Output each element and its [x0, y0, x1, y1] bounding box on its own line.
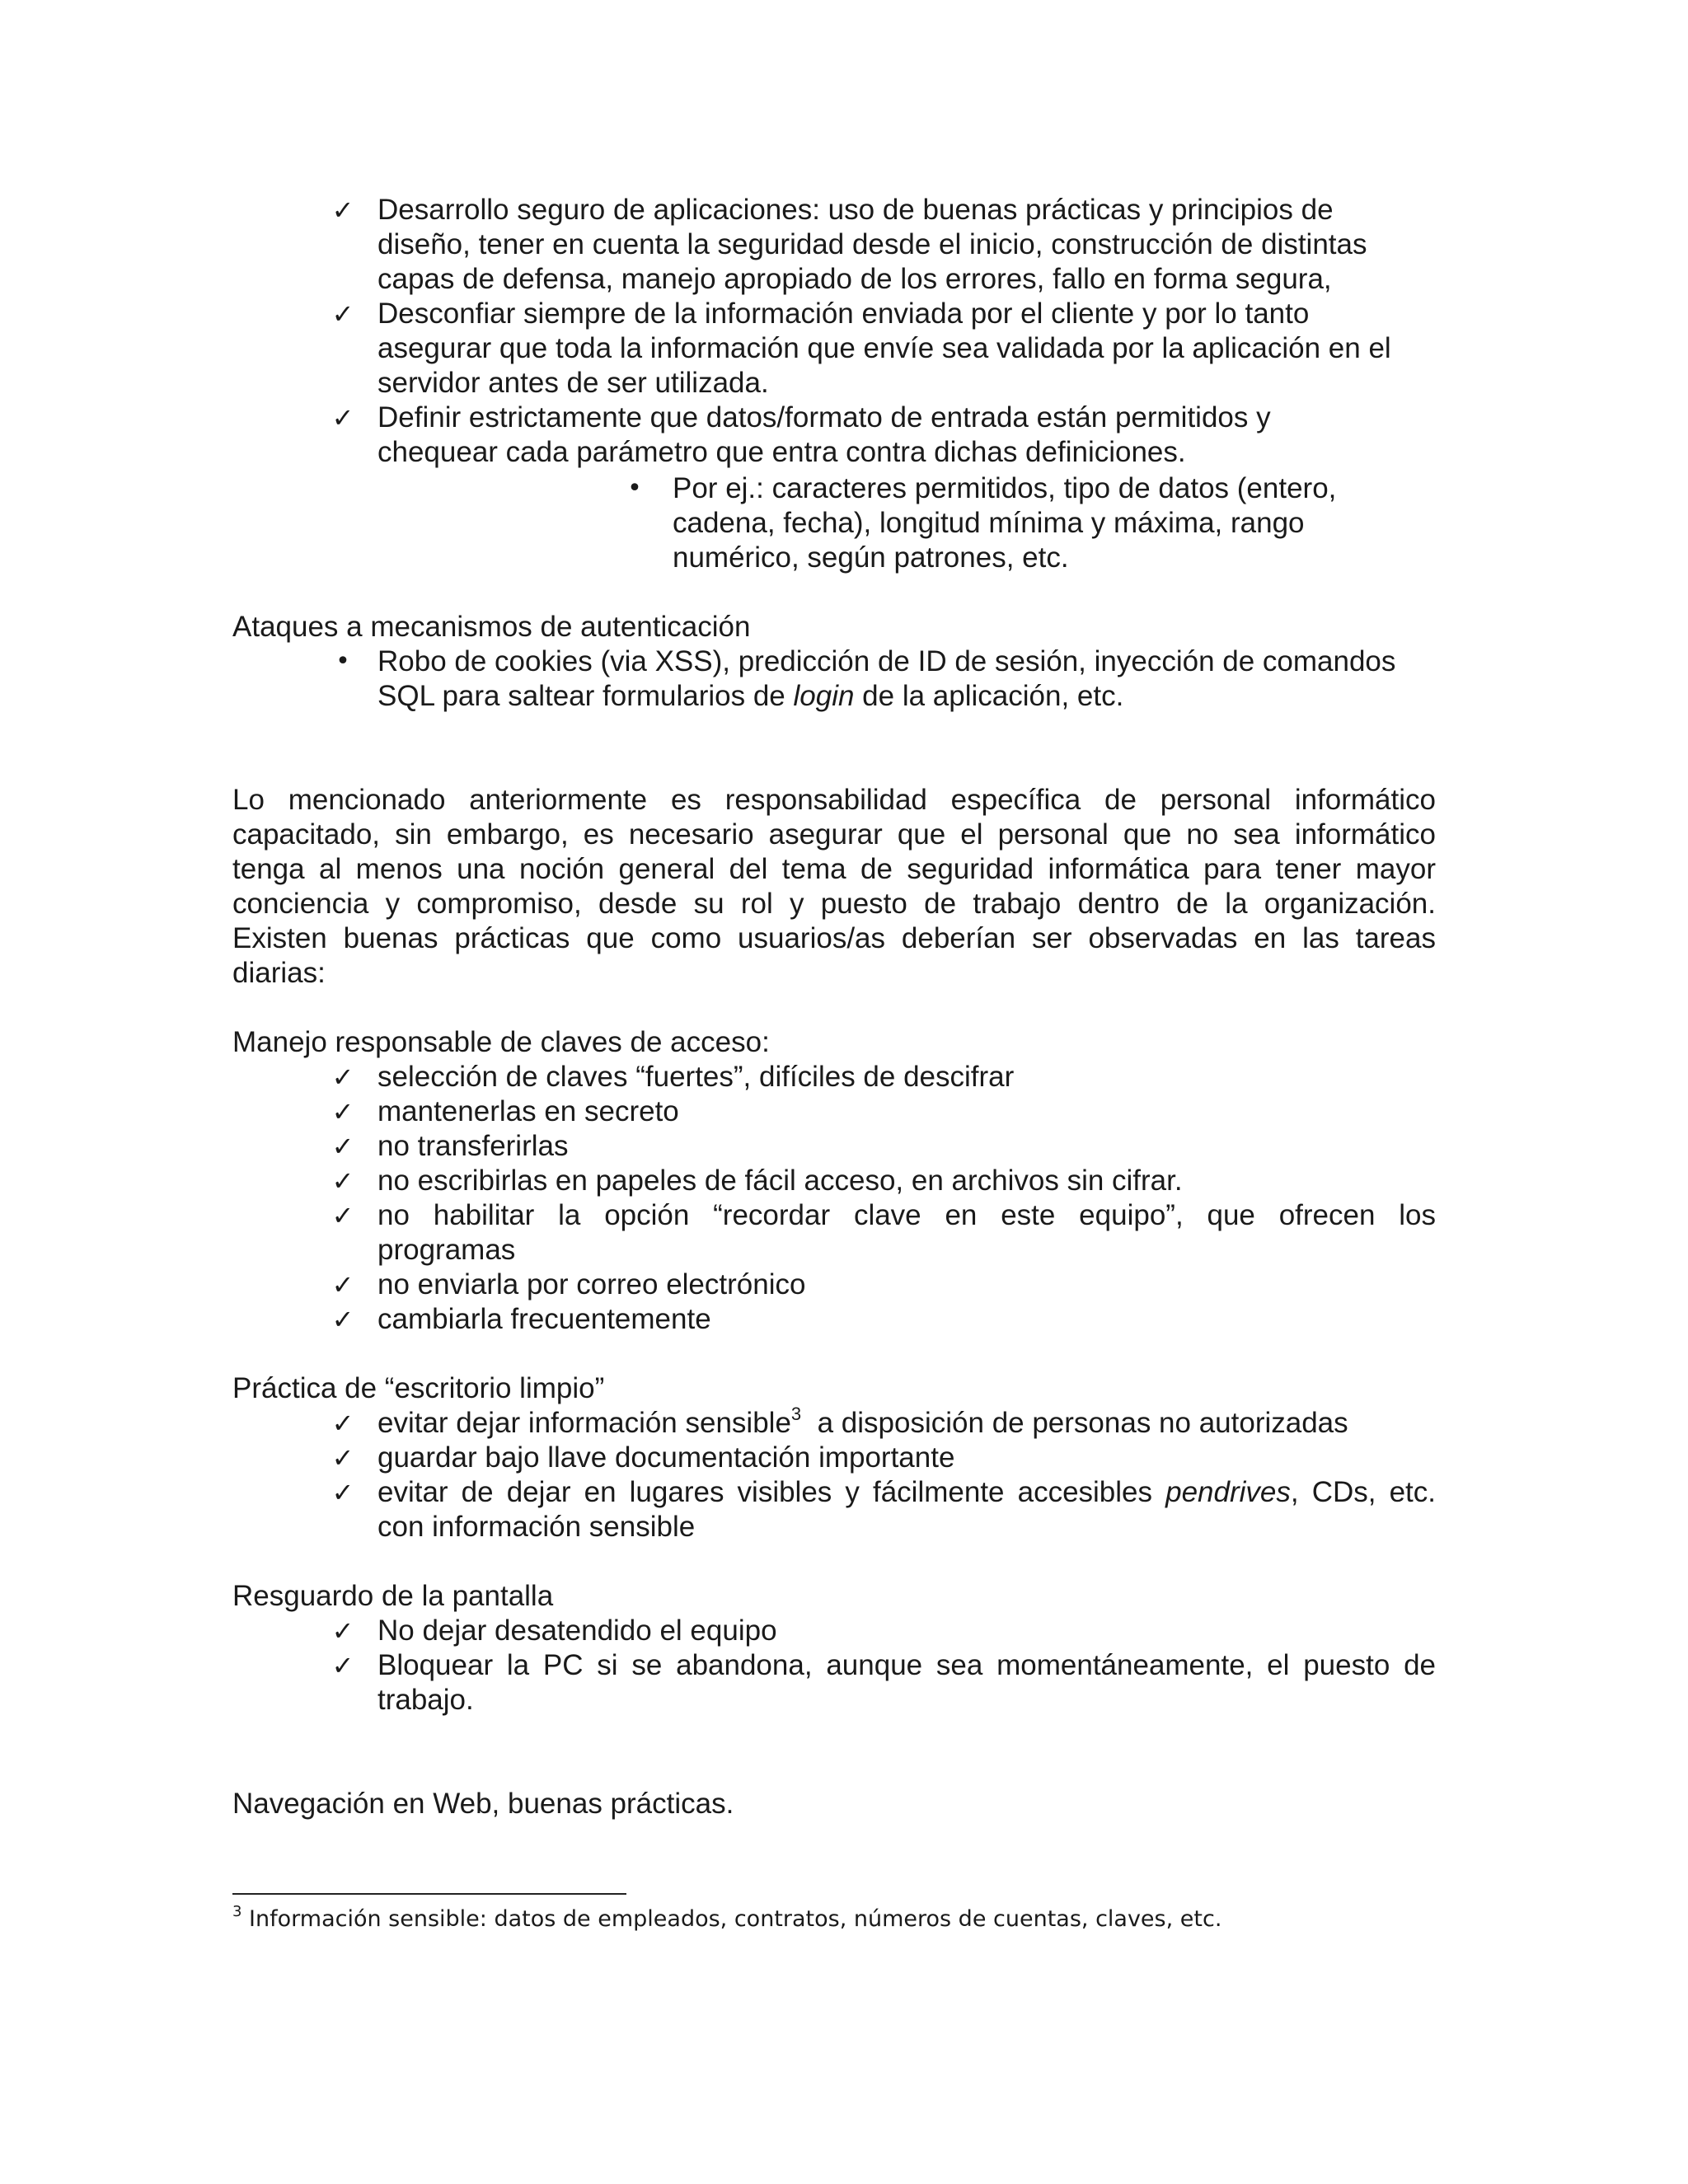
footnote-text: Información sensible: datos de empleados, contratos, números de cuentas, claves, etc.	[241, 1906, 1222, 1932]
check-icon: ✓	[331, 1165, 354, 1197]
clean-desk-item-2: guardar bajo llave documentación importante	[377, 1441, 955, 1474]
auth-item-line-2-end: de la aplicación, etc.	[854, 680, 1124, 712]
password-item-6: no enviarla por correo electrónico	[377, 1268, 806, 1301]
clean-desk-heading: Práctica de “escritorio limpio”	[232, 1372, 605, 1404]
check-icon: ✓	[331, 1615, 354, 1647]
footnote-number: 3	[232, 1903, 242, 1920]
login-term: login	[793, 680, 855, 712]
check-icon: ✓	[331, 298, 354, 330]
clean-desk-item-1-end: a disposición de personas no autorizadas	[801, 1407, 1348, 1439]
check-icon: ✓	[331, 1442, 354, 1474]
screen-heading: Resguardo de la pantalla	[232, 1580, 554, 1612]
check-icon: ✓	[331, 1650, 354, 1681]
bullet-icon: •	[627, 474, 642, 503]
password-item-1: selección de claves “fuertes”, difíciles de descifrar	[377, 1061, 1015, 1093]
paragraph-line-5: Existen buenas prácticas que como usuarios/as deberían ser observadas en las tareas	[232, 922, 1436, 954]
check-icon: ✓	[331, 1304, 354, 1335]
sub-bullet-line-1: Por ej.: caracteres permitidos, tipo de datos (entero,	[673, 472, 1337, 504]
screen-item-2-cont: trabajo.	[377, 1684, 474, 1716]
secure-dev-item-2-line-1: Desconfiar siempre de la información enviada por el cliente y por lo tanto	[377, 298, 1310, 330]
screen-item-1: No dejar desatendido el equipo	[377, 1615, 777, 1647]
footnote	[232, 1905, 1221, 1933]
passwords-heading: Manejo responsable de claves de acceso:	[232, 1026, 770, 1058]
clean-desk-item-3	[377, 1475, 1436, 1510]
secure-dev-item-3-line-1: Definir estrictamente que datos/formato de entrada están permitidos y	[377, 401, 1271, 434]
paragraph-line-4: conciencia y compromiso, desde su rol y puesto de trabajo dentro de la organización.	[232, 888, 1436, 920]
auth-heading: Ataques a mecanismos de autenticación	[232, 611, 751, 643]
clean-desk-item-3-end: , CDs, etc.	[1290, 1476, 1436, 1508]
sub-bullet-line-2: cadena, fecha), longitud mínima y máxima, rango	[673, 507, 1305, 539]
screen-item-2: Bloquear la PC si se abandona, aunque sea momentáneamente, el puesto de	[377, 1649, 1436, 1681]
clean-desk-item-3-text: evitar de dejar en lugares visibles y fácilmente accesibles	[377, 1476, 1166, 1508]
secure-dev-item-2-line-3: servidor antes de ser utilizada.	[377, 367, 769, 399]
secure-dev-item-1-line-2: diseño, tener en cuenta la seguridad desde el inicio, construcción de distintas	[377, 228, 1367, 260]
sub-bullet-line-3: numérico, según patrones, etc.	[673, 541, 1069, 574]
check-icon: ✓	[331, 1131, 354, 1162]
paragraph-line-1: Lo mencionado anteriormente es responsabilidad específica de personal informático	[232, 784, 1436, 816]
password-item-4: no escribirlas en papeles de fácil acceso, en archivos sin cifrar.	[377, 1165, 1183, 1197]
web-heading: Navegación en Web, buenas prácticas.	[232, 1788, 734, 1820]
bullet-icon: •	[335, 647, 350, 676]
paragraph-line-2: capacitado, sin embargo, es necesario asegurar que el personal que no sea informático	[232, 818, 1436, 851]
secure-dev-item-2-line-2: asegurar que toda la información que envíe sea validada por la aplicación en el	[377, 332, 1391, 364]
clean-desk-item-1	[377, 1406, 1348, 1441]
check-icon: ✓	[331, 1408, 354, 1439]
secure-dev-item-1-line-1: Desarrollo seguro de aplicaciones: uso de buenas prácticas y principios de	[377, 194, 1334, 226]
clean-desk-item-3-cont: con información sensible	[377, 1511, 696, 1543]
secure-dev-item-1-line-3: capas de defensa, manejo apropiado de los errores, fallo en forma segura,	[377, 263, 1332, 295]
check-icon: ✓	[331, 194, 354, 226]
paragraph-line-3: tenga al menos una noción general del tema de seguridad informática para tener mayor	[232, 853, 1436, 885]
auth-item-line-2	[377, 679, 1123, 714]
check-icon: ✓	[331, 1200, 354, 1231]
auth-item-line-2-text: SQL para saltear formularios de	[377, 680, 794, 712]
check-icon: ✓	[331, 1269, 354, 1301]
password-item-3: no transferirlas	[377, 1130, 569, 1162]
password-item-5: no habilitar la opción “recordar clave en este equipo”, que ofrecen los	[377, 1199, 1436, 1231]
check-icon: ✓	[331, 1477, 354, 1508]
check-icon: ✓	[331, 402, 354, 434]
footnote-ref-3: 3	[790, 1404, 802, 1425]
check-icon: ✓	[331, 1096, 354, 1127]
clean-desk-item-1-text: evitar dejar información sensible	[377, 1407, 791, 1439]
password-item-2: mantenerlas en secreto	[377, 1095, 679, 1127]
secure-dev-item-3-line-2: chequear cada parámetro que entra contra dichas definiciones.	[377, 436, 1186, 468]
check-icon: ✓	[331, 1062, 354, 1093]
paragraph-line-6: diarias:	[232, 957, 326, 989]
pendrives-term: pendrives	[1165, 1476, 1291, 1508]
password-item-5-cont: programas	[377, 1234, 516, 1266]
auth-item-line-1: Robo de cookies (via XSS), predicción de ID de sesión, inyección de comandos	[377, 645, 1396, 677]
password-item-7: cambiarla frecuentemente	[377, 1303, 711, 1335]
footnote-separator	[232, 1893, 626, 1895]
